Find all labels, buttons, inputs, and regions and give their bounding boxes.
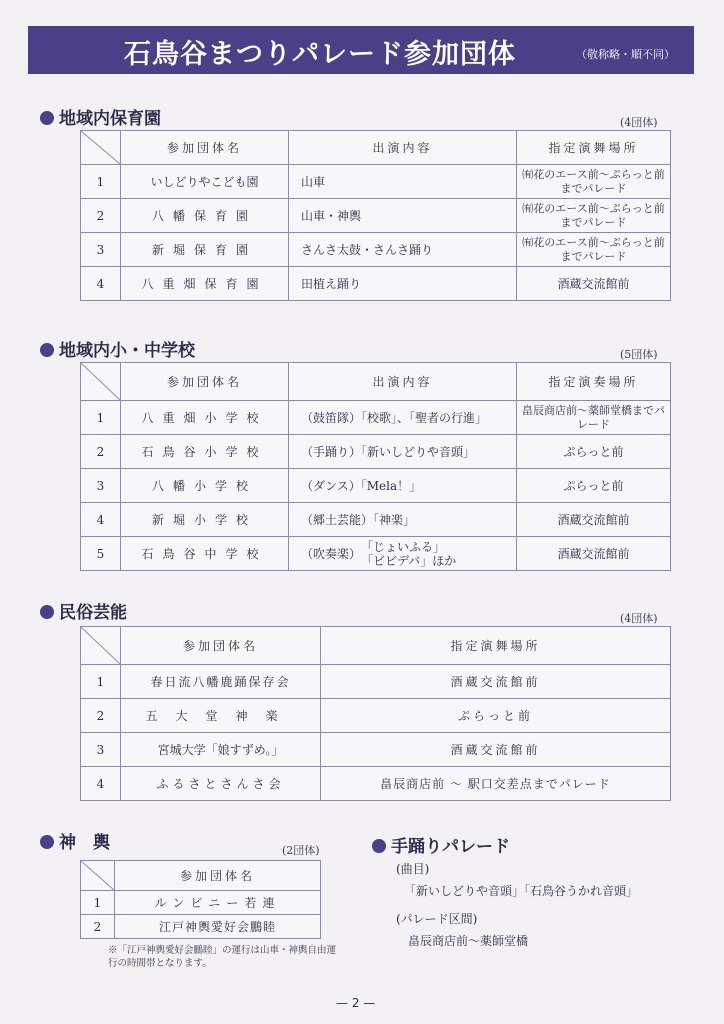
header-name: 参加団体名 [121, 363, 289, 401]
bullet-icon [40, 835, 54, 849]
table-row [81, 267, 671, 301]
bullet-icon [40, 605, 54, 619]
performance-place: 酒蔵交流館前 [517, 503, 671, 537]
content-line: 「じょいふる」 [361, 539, 446, 554]
performance-content [289, 537, 517, 571]
performance-place: 酒蔵交流館前 [517, 267, 671, 301]
table-row [81, 503, 671, 537]
group-name: 五大堂神楽 [121, 699, 321, 733]
table-row [81, 165, 671, 199]
mikoshi-note: ※「江戸神輿愛好会鵬睦」の運行は山車・神輿自由運行の時間帯となります。 [108, 945, 337, 969]
row-number: 3 [81, 469, 121, 503]
content-lines [361, 540, 456, 568]
group-name: 石鳥谷小学校 [121, 435, 289, 469]
performance-place: 畠辰商店前 〜 駅口交差点までパレード [321, 767, 671, 801]
count-hoikuen: (4団体) [620, 116, 658, 129]
header-place: 指定演舞場所 [321, 627, 671, 665]
row-number: 5 [81, 537, 121, 571]
row-number: 2 [81, 435, 121, 469]
group-name: ルンビニー若連 [115, 891, 321, 915]
performance-content: 田植え踊り [289, 267, 517, 301]
table-row [81, 915, 321, 939]
group-name: 八重畑小学校 [121, 401, 289, 435]
table-row [81, 665, 671, 699]
row-number: 2 [81, 699, 121, 733]
table-schools [80, 362, 671, 571]
table-row [81, 401, 671, 435]
performance-content: 山車 [289, 165, 517, 199]
header-name: 参加団体名 [121, 131, 289, 165]
route-label: (パレード区間) [396, 912, 478, 926]
corner-cell [81, 861, 115, 891]
group-name: 春日流八幡鹿踊保存会 [121, 665, 321, 699]
table-row [81, 767, 671, 801]
header-content: 出演内容 [289, 131, 517, 165]
row-number: 2 [81, 915, 115, 939]
corner-cell [81, 627, 121, 665]
performance-place: ㈲花のエース前〜ぷらっと前までパレード [517, 233, 671, 267]
header-place: 指定演奏場所 [517, 363, 671, 401]
group-name: 石鳥谷中学校 [121, 537, 289, 571]
performance-place: 畠辰商店前〜薬師堂橋までパレード [517, 401, 671, 435]
performance-content: （郷土芸能）「神楽」 [289, 503, 517, 537]
row-number: 3 [81, 733, 121, 767]
corner-cell [81, 363, 121, 401]
row-number: 3 [81, 233, 121, 267]
header-content: 出演内容 [289, 363, 517, 401]
bullet-icon [372, 839, 386, 853]
page-number: — 2 — [336, 996, 376, 1010]
group-name: 新堀小学校 [121, 503, 289, 537]
table-row [81, 699, 671, 733]
group-name: 八重畑保育園 [121, 267, 289, 301]
table-row [81, 733, 671, 767]
table-row [81, 199, 671, 233]
section-title-teodori: 手踊りパレード [372, 832, 510, 857]
count-schools: (5団体) [620, 348, 658, 361]
group-name: 八幡小学校 [121, 469, 289, 503]
performance-place: ㈲花のエース前〜ぷらっと前までパレード [517, 165, 671, 199]
group-name: 宮城大学「娘すずめ。」 [121, 733, 321, 767]
section-title-schools: 地域内小・中学校 [40, 336, 195, 361]
content-line: 「ビビデバ」ほか [361, 553, 457, 568]
performance-content: 山車・神輿 [289, 199, 517, 233]
title-note: （敬称略・順不同） [576, 48, 675, 61]
bullet-icon [40, 343, 54, 357]
route-text: 畠辰商店前〜薬師堂橋 [408, 934, 529, 948]
row-number: 4 [81, 503, 121, 537]
section-title-minzoku: 民俗芸能 [40, 598, 127, 623]
bullet-icon [40, 111, 54, 125]
content-inner [301, 540, 456, 568]
header-name: 参加団体名 [115, 861, 321, 891]
row-number: 1 [81, 891, 115, 915]
section-title-mikoshi: 神 輿 [40, 828, 110, 853]
performance-content: （手踊り）「新いしどりや音頭」 [289, 435, 517, 469]
content-prefix: （吹奏楽） [301, 546, 362, 561]
row-number: 2 [81, 199, 121, 233]
table-row [81, 233, 671, 267]
group-name: 新堀保育園 [121, 233, 289, 267]
song-list: 「新いしどりや音頭」「石鳥谷うかれ音頭」 [404, 884, 639, 898]
performance-place: 酒蔵交流館前 [321, 733, 671, 767]
row-number: 4 [81, 767, 121, 801]
section-title-hoikuen: 地域内保育園 [40, 104, 161, 129]
table-minzoku [80, 626, 671, 801]
row-number: 1 [81, 665, 121, 699]
table-row [81, 537, 671, 571]
row-number: 1 [81, 401, 121, 435]
performance-place: ぷらっと前 [321, 699, 671, 733]
performance-place: ぷらっと前 [517, 469, 671, 503]
count-minzoku: (4団体) [620, 612, 658, 625]
performance-place: 酒蔵交流館前 [517, 537, 671, 571]
performance-place: 酒蔵交流館前 [321, 665, 671, 699]
table-row [81, 435, 671, 469]
header-name: 参加団体名 [121, 627, 321, 665]
page-title: 石鳥谷まつりパレード参加団体 [124, 39, 516, 70]
performance-place: ぷらっと前 [517, 435, 671, 469]
group-name: ふるさとさんさ会 [121, 767, 321, 801]
group-name: 八幡保育園 [121, 199, 289, 233]
title-bar [28, 26, 694, 74]
group-name: いしどりやこども園 [121, 165, 289, 199]
performance-content: （ダンス）「Mela！」 [289, 469, 517, 503]
performance-content: さんさ太鼓・さんさ踊り [289, 233, 517, 267]
table-hoikuen [80, 130, 671, 301]
count-mikoshi: (2団体) [282, 844, 320, 857]
table-row [81, 469, 671, 503]
song-label: (曲目) [396, 862, 430, 876]
row-number: 1 [81, 165, 121, 199]
group-name: 江戸神輿愛好会鵬睦 [115, 915, 321, 939]
table-row [81, 891, 321, 915]
corner-cell [81, 131, 121, 165]
row-number: 4 [81, 267, 121, 301]
performance-place: ㈲花のエース前〜ぷらっと前までパレード [517, 199, 671, 233]
performance-content: （鼓笛隊）「校歌」、「聖者の行進」 [289, 401, 517, 435]
header-place: 指定演舞場所 [517, 131, 671, 165]
table-mikoshi [80, 860, 321, 939]
